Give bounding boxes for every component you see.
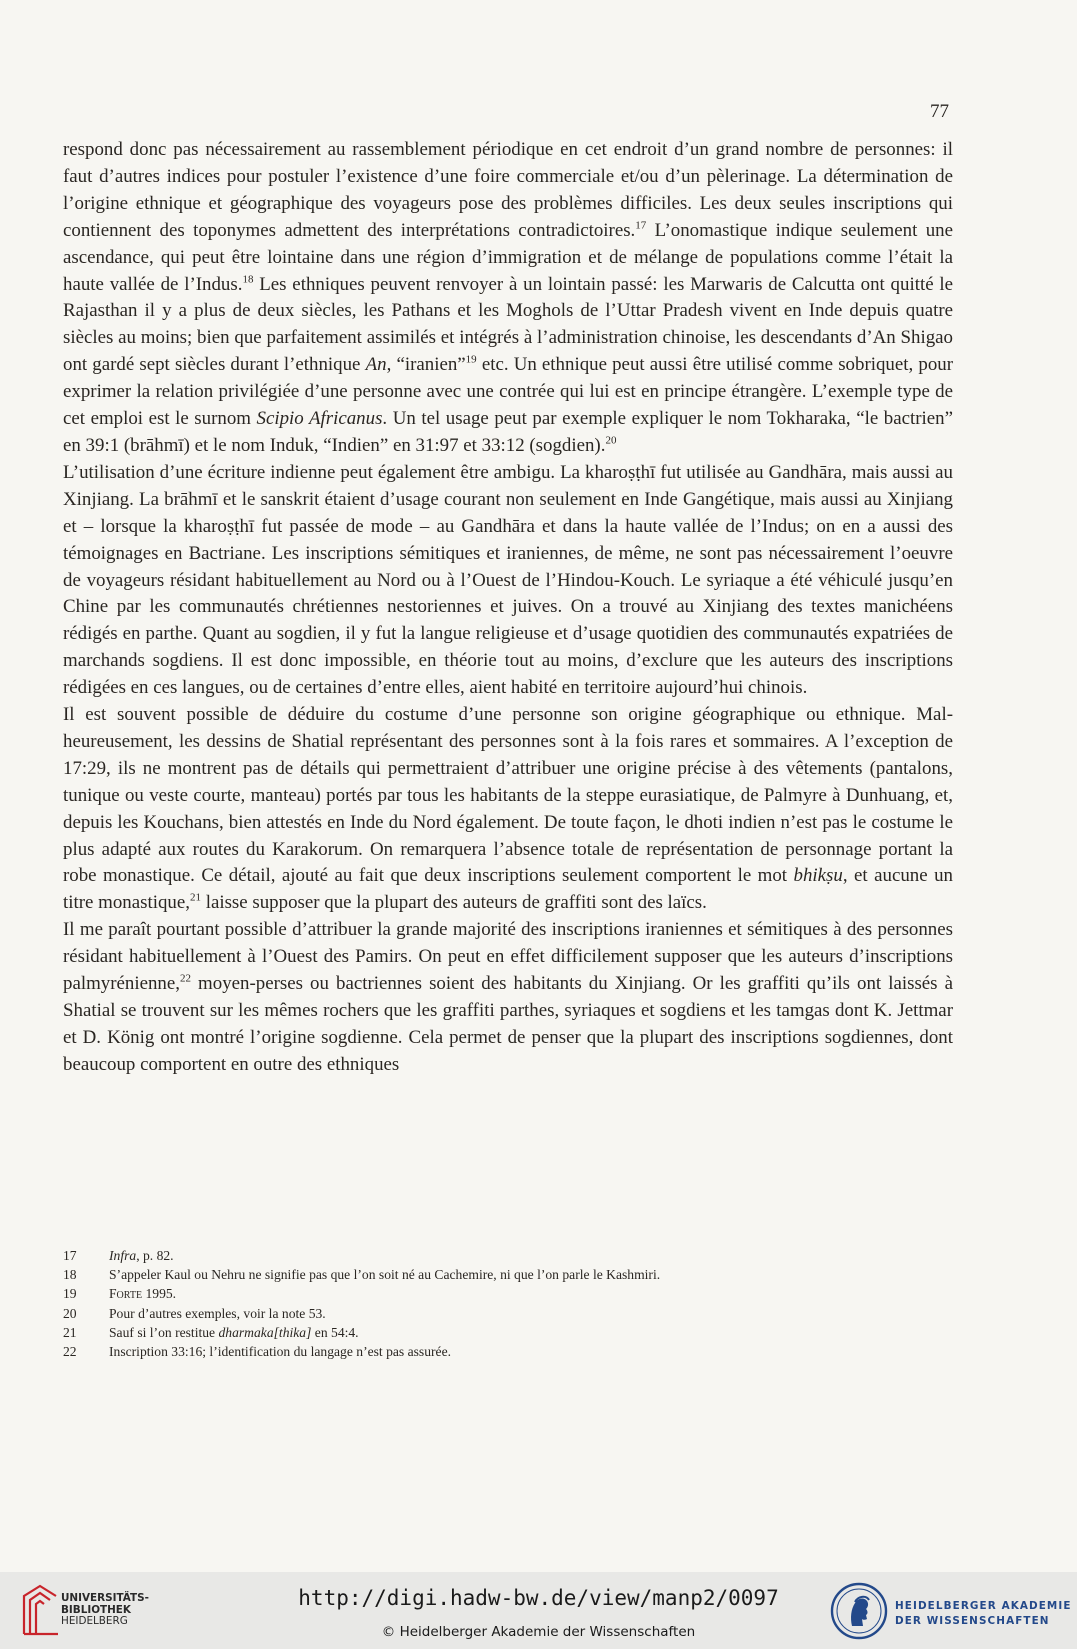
text-segment: respond donc pas nécessairement au rassemblement périodique en cet endroit d’un grand nombre de personnes: il faut d’autres indices pour postuler l’existence d’une foire commerciale et/ou d’un pèlerinage. La détermination de l’origine ethnique et géographique des voyageurs pose des problèmes difficiles. Les deux seules inscriptions qui contiennent des toponymes admettent des interprétations contradictoires. <box>63 139 953 241</box>
text-segment: dharmaka[thika] <box>218 1324 312 1340</box>
footnote-number: 20 <box>63 1305 77 1321</box>
text-segment: S’appeler Kaul ou Nehru ne signifie pas que l’on soit né au Cachemire, ni que l’on parle le Kashmiri. <box>109 1267 661 1283</box>
footnote-reference: 21 <box>189 892 201 905</box>
footnote-reference: 18 <box>242 273 254 286</box>
footnote <box>63 1265 953 1284</box>
footnote-text <box>109 1323 359 1342</box>
library-name-line: UNIVERSITÄTS- <box>61 1592 149 1604</box>
text-segment: . Un tel usage peut par exemple expliquer le nom Tokharaka, “le bactrien” en 39:1 (brāhmī) et le nom Induk, “Indien” en 31:97 et 33:12 (sogdien). <box>63 408 953 456</box>
academy-name-line: DER WISSENSCHAFTEN <box>895 1614 1050 1627</box>
text-segment: Il me paraît pourtant possible d’attribuer la grande majorité des inscriptions iraniennes et sémitiques à des personnes résidant habituellement à l’Ouest des Pamirs. On peut en effet difficilement supposer que les auteurs d’inscriptions palmyrénienne, <box>63 919 953 995</box>
footnote-number: 17 <box>63 1248 77 1263</box>
footnote <box>63 1246 953 1265</box>
text-segment: , et aucune un titre monastique, <box>63 865 953 914</box>
page-number: 77 <box>930 101 949 122</box>
footnote-number: 21 <box>63 1324 77 1340</box>
paragraph <box>63 702 953 917</box>
footnote-reference: 19 <box>465 353 477 366</box>
text-segment: , “iranien” <box>386 354 466 376</box>
footnote-reference: 20 <box>605 434 617 447</box>
text-segment: 1995. <box>142 1286 177 1302</box>
footnote-number: 19 <box>63 1286 77 1302</box>
academy-name[interactable] <box>895 1599 1072 1628</box>
footnote <box>63 1342 953 1361</box>
text-segment: bhikṣu <box>793 865 843 887</box>
body-text <box>63 137 953 1079</box>
footnote <box>63 1304 953 1323</box>
paragraph <box>63 917 953 1078</box>
text-segment: An <box>365 354 387 376</box>
footnote-text <box>109 1284 176 1303</box>
text-segment: L’utilisation d’une écriture indienne peut également être ambigu. La kharoṣṭhī fut utilisée au Gandhāra, mais aussi au Xinjiang. La brāhmī et le sanskrit étaient d’usage courant non seulement en Inde Gangétique, mais aussi au Xinjiang et – lorsque la kharoṣṭhī fut passée de mode – au Gandhāra et dans la haute vallée de l’Indus; on en a aussi des témoignages en Bactriane. Les inscriptions sémitiques et iraniennes, de même, ne sont pas nécessairement l’oeuvre de voyageurs résidant habituellement au Nord ou à l’Ouest de l’Hindou-Kouch. Le syriaque a été véhiculé jusqu’en Chine par les communautés chrétiennes nestoriennes et juives. On a trouvé au Xinjiang des textes manichéens rédigés en parthe. Quant au sogdien, il y fut la langue religieuse et d’usage quotidien des communautés expatriées de marchands sogdiens. Il est donc impossible, en théorie tout au moins, d’exclure que les auteurs des inscriptions rédigées en ces langues, ou de certaines d’entre elles, aient habité en territoire aujourd’hui chinois. <box>63 461 953 699</box>
footnote-text <box>109 1265 660 1284</box>
footnote-reference: 22 <box>179 972 191 985</box>
text-segment: Les ethniques peuvent renvoyer à un lointain passé: les Marwaris de Calcutta ont quitté le Rajasthan il y a plus de deux siècles, les Pathans et les Moghols de l’Uttar Pradesh vivent en Inde depuis quatre siècles au moins; bien que parfaitement assimilés et intégrés à l’administration chinoise, les descendants d’An Shigao ont gardé sept siècles durant l’ethnique <box>63 273 953 376</box>
text-segment: Forte <box>109 1286 143 1302</box>
footer-bar <box>0 1572 1077 1649</box>
footnotes <box>63 1246 953 1361</box>
footnote-text <box>109 1246 174 1265</box>
text-segment: etc. Un ethnique peut aussi être utilisé comme sobriquet, pour exprimer la relation privilégiée d’une personne avec une contrée qui lui est en principe étrangère. L’exemple type de cet emploi est le surnom <box>63 354 953 430</box>
text-segment: Scipio Africanus <box>256 408 383 430</box>
text-segment: laisse supposer que la plupart des auteurs de graffiti sont des laïcs. <box>200 892 707 914</box>
academy-name-line: HEIDELBERGER AKADEMIE <box>895 1600 1072 1612</box>
text-segment: moyen-perses ou bactriennes soient des habitants du Xinjiang. Or les graffiti qu’ils ont laissés à Shatial se trouvent sur les mêmes rochers que les graffiti parthes, syriaques et sogdiens et les tamgas dont K. Jettmar et D. König ont montré l’origine sogdienne. Cela permet de penser que la plupart des inscriptions sogdiennes, dont beaucoup comportent en outre des ethniques <box>63 973 953 1075</box>
footnote-text <box>109 1304 326 1323</box>
academy-seal-icon[interactable] <box>830 1582 888 1640</box>
footnote-reference: 17 <box>635 219 647 232</box>
text-segment: Infra <box>109 1248 137 1263</box>
library-name-line: BIBLIOTHEK <box>61 1603 131 1616</box>
library-name-line: HEIDELBERG <box>61 1615 128 1627</box>
paragraph <box>63 460 953 702</box>
text-segment: Pour d’autres exemples, voir la note 53. <box>109 1305 326 1321</box>
text-segment: , p. 82. <box>136 1248 174 1263</box>
footnote-number: 22 <box>63 1344 77 1360</box>
copyright-notice: © Heidelberger Akademie der Wissenschaften <box>381 1624 696 1640</box>
text-segment: en 54:4. <box>311 1324 359 1340</box>
text-segment: Sauf si l’on restitue <box>109 1324 219 1340</box>
footnote-text <box>109 1342 451 1361</box>
footnote <box>63 1284 953 1303</box>
paragraph <box>63 137 953 460</box>
text-segment: Inscription 33:16; l’identification du langage n’est pas assurée. <box>109 1344 452 1360</box>
text-segment: L’onomastique indique seulement une ascendance, qui peut être lointaine dans une région d’immigration et de mélange de populations comme l’était la haute vallée de l’Indus. <box>63 219 953 295</box>
footnote <box>63 1323 953 1342</box>
permalink-url[interactable]: http://digi.hadw-bw.de/view/manp2/0097 <box>298 1586 779 1610</box>
text-segment: Il est souvent possible de déduire du costume d’une personne son origine géographique ou ethnique. Malheureusement, les dessins de Shatial représentant des personnes sont à la fois rares et sommaires. A l’exception de 17:29, ils ne montrent pas de détails qui permettraient d’attribuer une origine précise à des vêtements (pantalons, tunique ou veste courte, manteau) portés par tous les habitants de la steppe eurasiatique, de Palmyre à Dunhuang, et, depuis les Kouchans, bien attestés en Inde du Nord également. De toute façon, le dhoti indien n’est pas le costume le plus adapté aux routes du Karakorum. On remarquera l’absence totale de représentation de personnage portant la robe monastique. Ce détail, ajouté au fait que deux inscriptions seulement comportent le mot <box>63 704 953 887</box>
footnote-number: 18 <box>63 1267 77 1283</box>
